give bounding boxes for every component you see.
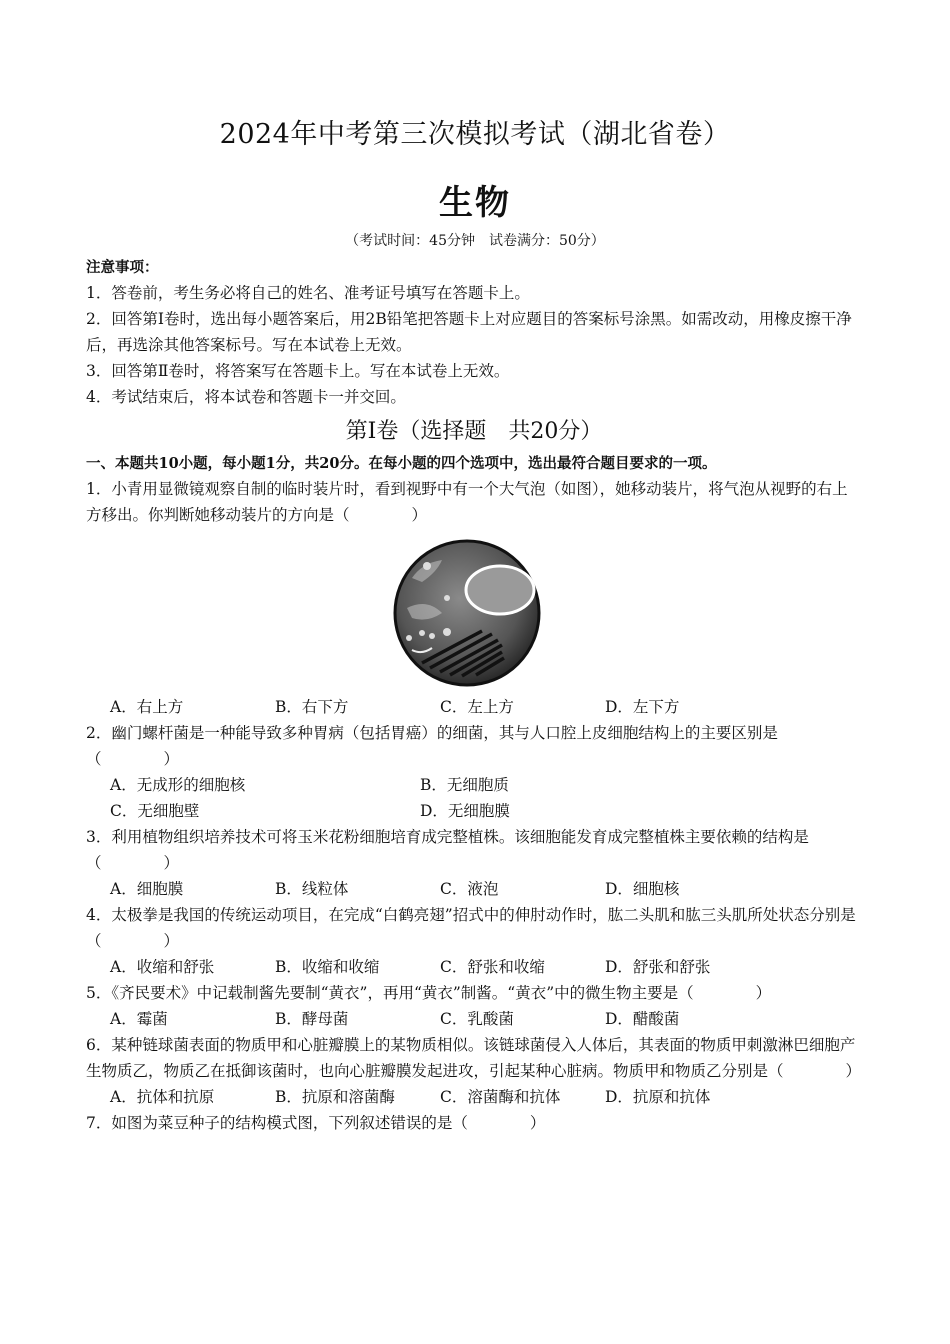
option-c[interactable]: C．无细胞壁 [110, 802, 200, 820]
option-d[interactable]: D．左下方 [605, 698, 680, 716]
microscope-field-figure [86, 528, 862, 694]
option-b[interactable]: B．抗原和溶菌酶 [275, 1088, 395, 1106]
question-stem: 4．太极拳是我国的传统运动项目，在完成“白鹤亮翅”招式中的伸肘动作时，肱二头肌和肱三头肌所处状态分别是（ ） [86, 906, 856, 950]
option-a[interactable]: A．收缩和舒张 [110, 958, 215, 976]
options-row [86, 694, 862, 720]
option-d[interactable]: D．舒张和舒张 [605, 958, 711, 976]
exam-body [86, 256, 862, 1136]
option-c[interactable]: C．溶菌酶和抗体 [440, 1088, 561, 1106]
note-item: 2．回答第Ⅰ卷时，选出每小题答案后，用2B铅笔把答题卡上对应题目的答案标号涂黑。如需改动，用橡皮擦干净后，再选涂其他答案标号。写在本试卷上无效。 [86, 310, 852, 354]
option-b[interactable]: B．收缩和收缩 [275, 958, 380, 976]
notes-heading: 注意事项： [86, 259, 159, 276]
section-title: 第Ⅰ卷（选择题 共20分） [345, 419, 603, 444]
question-stem: 2．幽门螺杆菌是一种能导致多种胃病（包括胃癌）的细菌，其与人口腔上皮细胞结构上的主要区别是（ ） [86, 724, 778, 768]
question-stem: 3．利用植物组织培养技术可将玉米花粉细胞培育成完整植株。该细胞能发育成完整植株主要依赖的结构是（ ） [86, 828, 809, 872]
option-a[interactable]: A．细胞膜 [110, 880, 184, 898]
microscope-field-image [392, 538, 542, 688]
question-stem: 6．某种链球菌表面的物质甲和心脏瓣膜上的某物质相似。该链球菌侵入人体后，其表面的物质甲刺激淋巴细胞产生物质乙，物质乙在抵御该菌时，也向心脏瓣膜发起进攻，引起某种心脏病。物质甲和物质乙分别是（ ） [86, 1036, 862, 1080]
subject-title: 生物 [439, 183, 511, 223]
question-stem: 1．小青用显微镜观察自制的临时装片时，看到视野中有一个大气泡（如图），她移动装片，将气泡从视野的右上方移出。你判断她移动装片的方向是（ ） [86, 480, 848, 524]
option-b[interactable]: B．右下方 [275, 698, 349, 716]
option-c[interactable]: C．左上方 [440, 698, 514, 716]
question-1 [86, 476, 862, 720]
question-4 [86, 902, 862, 980]
option-a[interactable]: A．无成形的细胞核 [110, 776, 246, 794]
option-c[interactable]: C．液泡 [440, 880, 499, 898]
option-b[interactable]: B．酵母菌 [275, 1010, 349, 1028]
option-c[interactable]: C．乳酸菌 [440, 1010, 514, 1028]
note-item: 4．考试结束后，将本试卷和答题卡一并交回。 [86, 388, 406, 406]
question-5 [86, 980, 862, 1032]
question-stem: 7．如图为菜豆种子的结构模式图，下列叙述错误的是（ ） [86, 1114, 546, 1132]
option-a[interactable]: A．右上方 [110, 698, 184, 716]
note-item: 3．回答第Ⅱ卷时，将答案写在答题卡上。写在本试卷上无效。 [86, 362, 510, 380]
part-instructions: 一、本题共10小题，每小题1分，共20分。在每小题的四个选项中，选出最符合题目要求的一项。 [86, 455, 717, 472]
question-3 [86, 824, 862, 902]
question-2 [86, 720, 862, 824]
options-row [86, 1006, 862, 1032]
option-b[interactable]: B．无细胞质 [420, 776, 509, 794]
exam-title: 2024年中考第三次模拟考试（湖北省卷） [219, 119, 731, 150]
question-7 [86, 1110, 862, 1136]
options-row [86, 876, 862, 902]
option-c[interactable]: C．舒张和收缩 [440, 958, 545, 976]
option-d[interactable]: D．无细胞膜 [420, 802, 510, 820]
option-d[interactable]: D．抗原和抗体 [605, 1088, 711, 1106]
option-b[interactable]: B．线粒体 [275, 880, 349, 898]
option-a[interactable]: A．抗体和抗原 [110, 1088, 215, 1106]
option-d[interactable]: D．细胞核 [605, 880, 680, 898]
question-stem: 5．《齐民要术》中记载制酱先要制“黄衣”，再用“黄衣”制酱。“黄衣”中的微生物主要是（ ） [86, 984, 772, 1002]
note-item: 1．答卷前，考生务必将自己的姓名、准考证号填写在答题卡上。 [86, 284, 530, 302]
options-row [86, 1084, 862, 1110]
options-row [86, 798, 862, 824]
options-row [86, 772, 862, 798]
options-row [86, 954, 862, 980]
exam-time-info: （考试时间：45分钟 试卷满分：50分） [345, 233, 605, 249]
option-a[interactable]: A．霉菌 [110, 1010, 168, 1028]
question-6 [86, 1032, 862, 1110]
option-d[interactable]: D．醋酸菌 [605, 1010, 680, 1028]
